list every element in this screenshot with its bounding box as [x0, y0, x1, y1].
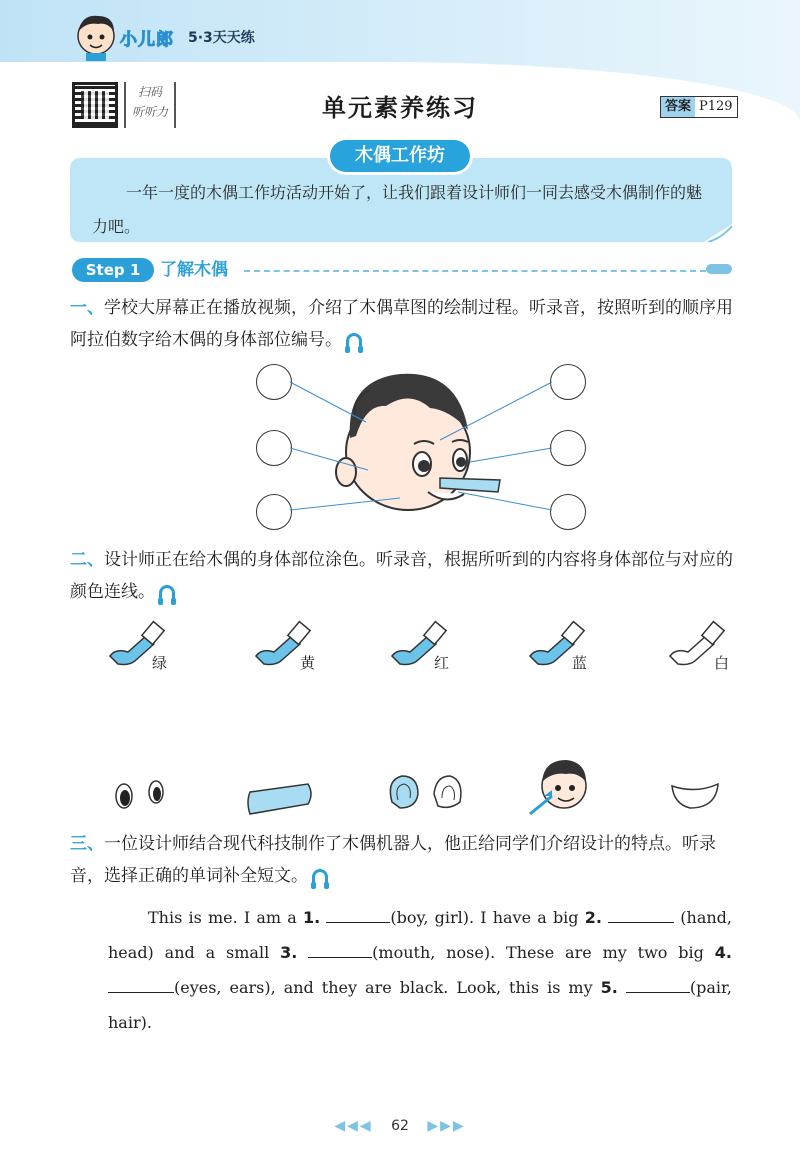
page-title: 单元素养练习 [322, 94, 478, 122]
color-label-yellow[interactable]: 黄 [300, 654, 316, 672]
page-number: 62 [391, 1118, 409, 1134]
color-label-red[interactable]: 红 [434, 654, 450, 672]
color-label-blue[interactable]: 蓝 [572, 654, 588, 672]
brand-name: 小儿郎 [120, 30, 174, 50]
headphone-icon[interactable] [312, 869, 328, 883]
blank-4[interactable] [108, 974, 174, 993]
qr-label-line1: 扫码 [137, 85, 162, 99]
pencil-icon [706, 264, 732, 274]
ears-part[interactable] [384, 772, 466, 812]
answer-circle[interactable] [256, 430, 292, 466]
next-arrows-icon: ▶▶▶ [427, 1118, 466, 1134]
question-1 [70, 292, 734, 356]
cloze-text: This is me. I am a [148, 908, 303, 927]
blank-number: 4. [714, 943, 732, 962]
eyes-part[interactable] [110, 776, 172, 812]
color-label-green[interactable]: 绿 [152, 654, 168, 672]
headphone-icon[interactable] [346, 333, 362, 347]
cloze-passage [108, 900, 732, 1040]
boy-pointing-icon [526, 750, 596, 820]
blank-number: 5. [600, 978, 618, 997]
question-2 [70, 544, 734, 608]
cloze-text: (hand, head) and a small [108, 908, 732, 962]
answer-page: P129 [699, 99, 733, 114]
cloze-text: (boy, girl). I have a big [390, 908, 585, 927]
answer-circle[interactable] [550, 364, 586, 400]
color-label-white[interactable]: 白 [714, 654, 730, 672]
step-title: 了解木偶 [160, 260, 228, 280]
cloze-text: (mouth, nose). These are my two big [372, 943, 715, 962]
intro-text: 一年一度的木偶工作坊活动开始了，让我们跟着设计师们一同去感受木偶制作的魅力吧。 [92, 183, 703, 236]
section-title: 木偶工作坊 [330, 140, 470, 172]
page-footer [0, 1118, 800, 1134]
headphone-icon[interactable] [159, 585, 175, 599]
mouth-part[interactable] [668, 778, 724, 812]
blank-number: 3. [280, 943, 298, 962]
brand-sub: 5·3天天练 [188, 30, 255, 46]
cloze-text: (eyes, ears), and they are black. Look, this is my [174, 978, 601, 997]
step-divider [244, 270, 706, 272]
question-1-text: 学校大屏幕正在播放视频，介绍了木偶草图的绘制过程。听录音，按照听到的顺序用阿拉伯数字给木偶的身体部位编号。 [70, 298, 733, 350]
question-2-text: 设计师正在给木偶的身体部位涂色。听录音，根据所听到的内容将身体部位与对应的颜色连线。 [70, 550, 733, 602]
puppet-head-sketch [290, 360, 552, 530]
answer-circle[interactable] [550, 494, 586, 530]
question-3-text: 一位设计师结合现代科技制作了木偶机器人，他正给同学们介绍设计的特点。听录音，选择正确的单词补全短文。 [70, 834, 716, 886]
question-3-number: 三、 [70, 834, 104, 854]
cloze-text: (pair, hair). [108, 978, 733, 1032]
qr-label-line2: 听听力 [131, 105, 168, 119]
nose-part[interactable] [244, 780, 316, 820]
blank-2[interactable] [608, 904, 674, 923]
mascot-icon [72, 10, 120, 62]
prev-arrows-icon: ◀◀◀ [334, 1118, 373, 1134]
answer-circle[interactable] [256, 494, 292, 530]
question-1-number: 一、 [70, 298, 104, 318]
answer-label: 答案 [661, 97, 695, 117]
blank-number: 1. [302, 908, 321, 927]
blank-number: 2. [584, 908, 602, 927]
answer-circle[interactable] [256, 364, 292, 400]
answer-circle[interactable] [550, 430, 586, 466]
question-2-number: 二、 [70, 550, 104, 570]
question-3 [70, 828, 734, 892]
blank-3[interactable] [308, 939, 372, 958]
answer-reference [660, 96, 738, 118]
step-pill: Step 1 [72, 258, 154, 282]
blank-5[interactable] [626, 974, 690, 993]
blank-1[interactable] [326, 904, 390, 923]
